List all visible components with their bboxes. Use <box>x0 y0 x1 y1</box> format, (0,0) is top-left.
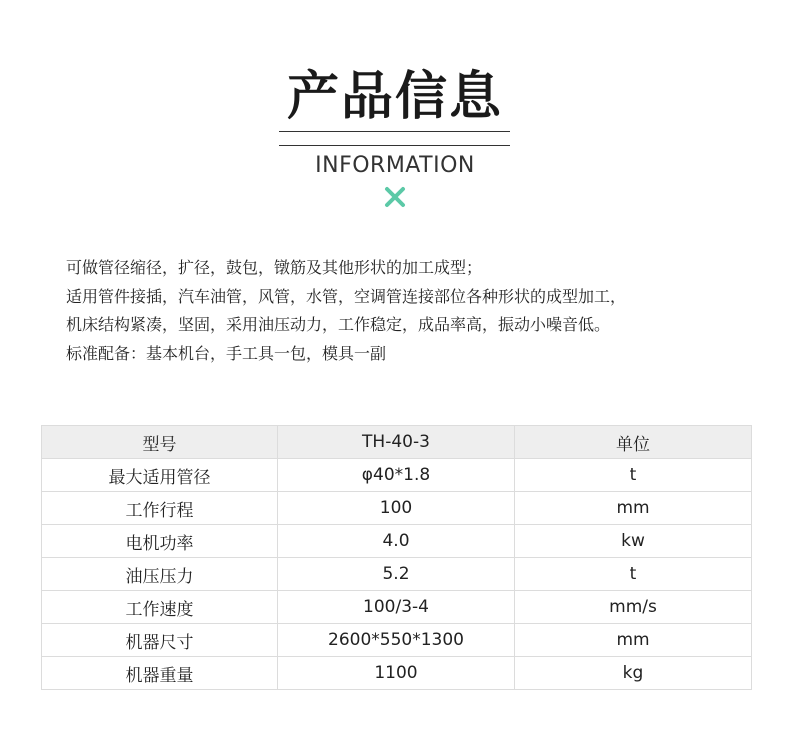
title-underline-bottom <box>279 145 510 146</box>
spec-table <box>41 425 752 690</box>
row-value: 1100 <box>278 657 515 690</box>
row-value: 5.2 <box>278 558 515 591</box>
table-row <box>42 459 752 492</box>
row-value: 2600*550*1300 <box>278 624 515 657</box>
page-title: 产品信息 <box>286 67 503 127</box>
table-row <box>42 525 752 558</box>
row-value: 100 <box>278 492 515 525</box>
row-unit: mm <box>515 624 752 657</box>
row-label: 工作速度 <box>42 591 278 624</box>
row-label: 机器尺寸 <box>42 624 278 657</box>
cross-mark-icon <box>384 186 406 208</box>
row-unit: mm <box>515 492 752 525</box>
table-row <box>42 492 752 525</box>
table-row <box>42 558 752 591</box>
page-subtitle: INFORMATION <box>315 153 475 178</box>
title-underline-top <box>279 131 510 132</box>
table-row <box>42 624 752 657</box>
row-unit: t <box>515 459 752 492</box>
row-value: φ40*1.8 <box>278 459 515 492</box>
section-header <box>0 0 790 215</box>
table-row <box>42 591 752 624</box>
column-header-model: 型号 <box>42 426 278 459</box>
description-line: 机床结构紧凑，坚固，采用油压动力，工作稳定，成品率高，振动小噪音低。 <box>66 315 611 334</box>
row-label: 油压压力 <box>42 558 278 591</box>
row-label: 机器重量 <box>42 657 278 690</box>
row-value: 4.0 <box>278 525 515 558</box>
table-header-row <box>42 426 752 459</box>
row-unit: kg <box>515 657 752 690</box>
row-unit: mm/s <box>515 591 752 624</box>
row-label: 电机功率 <box>42 525 278 558</box>
description-line: 可做管径缩径，扩径，鼓包，镦筋及其他形状的加工成型； <box>66 258 483 277</box>
row-label: 最大适用管径 <box>42 459 278 492</box>
description-line: 标准配备：基本机台，手工具一包，模具一副 <box>66 343 387 363</box>
table-row <box>42 657 752 690</box>
product-description <box>66 254 746 368</box>
column-header-unit: 单位 <box>515 426 752 459</box>
row-label: 工作行程 <box>42 492 278 525</box>
row-unit: kw <box>515 525 752 558</box>
row-value: 100/3-4 <box>278 591 515 624</box>
column-header-value: TH-40-3 <box>278 426 515 459</box>
row-unit: t <box>515 558 752 591</box>
description-line: 适用管件接插，汽车油管，风管，水管，空调管连接部位各种形状的成型加工， <box>66 286 627 306</box>
